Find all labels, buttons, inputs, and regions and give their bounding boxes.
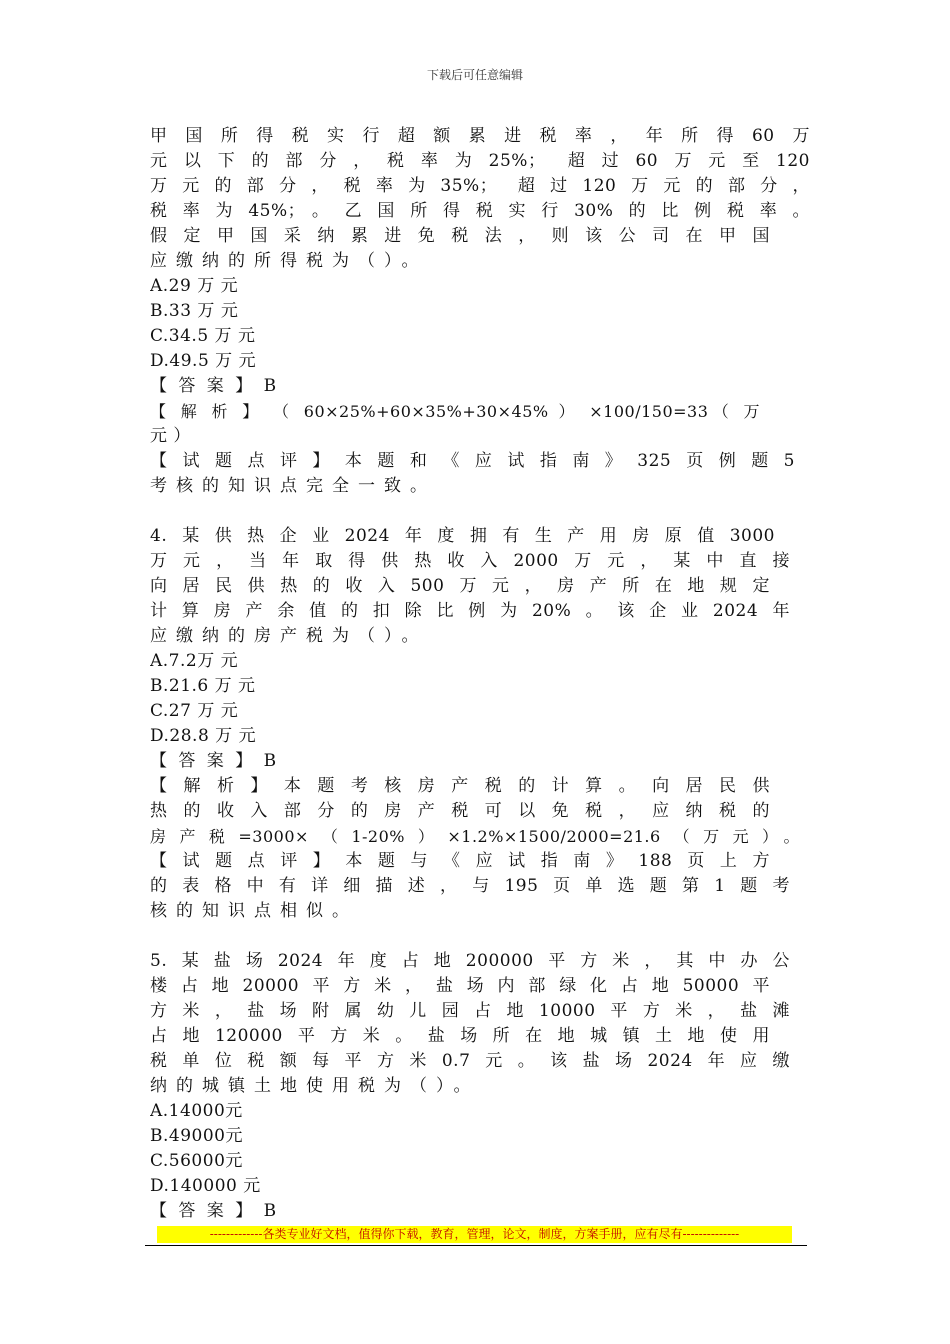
text-line: 楼占地20000平方米，盐场内部绿化占地50000平 — [150, 976, 770, 996]
comment-line: 的表格中有详细描述，与195页单选题第1题考 — [150, 876, 790, 896]
text-line: 应缴纳的所得税为（）。 — [150, 251, 428, 271]
option-b: B.49000元 — [150, 1126, 243, 1146]
answer-line: 【 答 案 】 B — [150, 751, 280, 771]
text-line: 假定甲国采纳累进免税法，则该公司在甲国 — [150, 226, 770, 246]
option-c: C.27 万 元 — [150, 701, 239, 721]
comment-line: 核的知识点相似。 — [150, 901, 358, 921]
text-line: 占地120000平方米。盐场所在地城镇土地使用 — [150, 1026, 770, 1046]
option-a: A.7.2万 元 — [150, 651, 239, 671]
option-d: D.49.5 万 元 — [150, 351, 257, 371]
text-line: 甲国所得税实行超额累进税率，年所得60万 — [150, 126, 810, 146]
text-line: 万元的部分，税率为35%； 超过120万元的部分， — [150, 176, 810, 196]
option-a: A.29 万 元 — [150, 276, 239, 296]
text-line: 计算房产余值的扣除比例为20%。该企业2024年 — [150, 601, 790, 621]
option-a: A.14000元 — [150, 1101, 243, 1121]
analysis-line: 热的收入部分的房产税可以免税，应纳税的 — [150, 801, 770, 821]
option-b: B.21.6 万 元 — [150, 676, 256, 696]
option-c: C.34.5 万 元 — [150, 326, 256, 346]
document-body — [150, 124, 810, 1224]
text-line: 税单位税额每平方米0.7元。该盐场2024年应缴 — [150, 1051, 790, 1071]
text-line: 4.某供热企业2024年度拥有生产用房原值3000 — [150, 526, 775, 546]
text-line: 向居民供热的收入500万元，房产所在地规定 — [150, 576, 770, 596]
analysis-line: 房产税=3000×（1-20%）×1.2%×1500/2000=21.6（万元）。 — [150, 827, 800, 846]
comment-line: 考核的知识点完全一致。 — [150, 476, 436, 496]
answer-line: 【 答 案 】 B — [150, 1201, 280, 1221]
page-header: 下载后可任意编辑 — [426, 68, 523, 82]
analysis-line: 【解析】本题考核房产税的计算。向居民供 — [150, 776, 770, 796]
comment-line: 【试题点评】本题与《应试指南》188页上方 — [150, 851, 770, 871]
text-line: 税率为45%；。乙国所得税实行30%的比例税率。 — [150, 201, 810, 221]
analysis-line: 【 解 析 】 （ 60×25%+60×35%+30×45% ） ×100/150=33（ 万 — [150, 402, 760, 421]
footer-divider — [145, 1245, 807, 1246]
analysis-line: 元 ） — [150, 426, 191, 446]
text-line: 5.某盐场2024年度占地200000平方米，其中办公 — [150, 951, 790, 971]
comment-line: 【试题点评】本题和《应试指南》325页例题5 — [150, 451, 795, 471]
option-d: D.28.8 万 元 — [150, 726, 257, 746]
option-b: B.33 万 元 — [150, 301, 239, 321]
text-line: 元以下的部分，税率为25%； 超过60万元至120 — [150, 151, 810, 171]
footer-banner: -------------各类专业好文档，值得你下载，教育，管理，论文，制度，方案手册，应有尽有-------------- — [157, 1226, 792, 1243]
text-line: 方米，盐场附属幼儿园占地10000平方米，盐滩 — [150, 1001, 790, 1021]
answer-line: 【 答 案 】 B — [150, 376, 280, 396]
text-line: 万元，当年取得供热收入2000万元，某中直接 — [150, 551, 790, 571]
option-c: C.56000元 — [150, 1151, 243, 1171]
text-line: 纳的城镇土地使用税为（）。 — [150, 1076, 480, 1096]
text-line: 应缴纳的房产税为（）。 — [150, 626, 428, 646]
option-d: D.140000 元 — [150, 1176, 261, 1196]
